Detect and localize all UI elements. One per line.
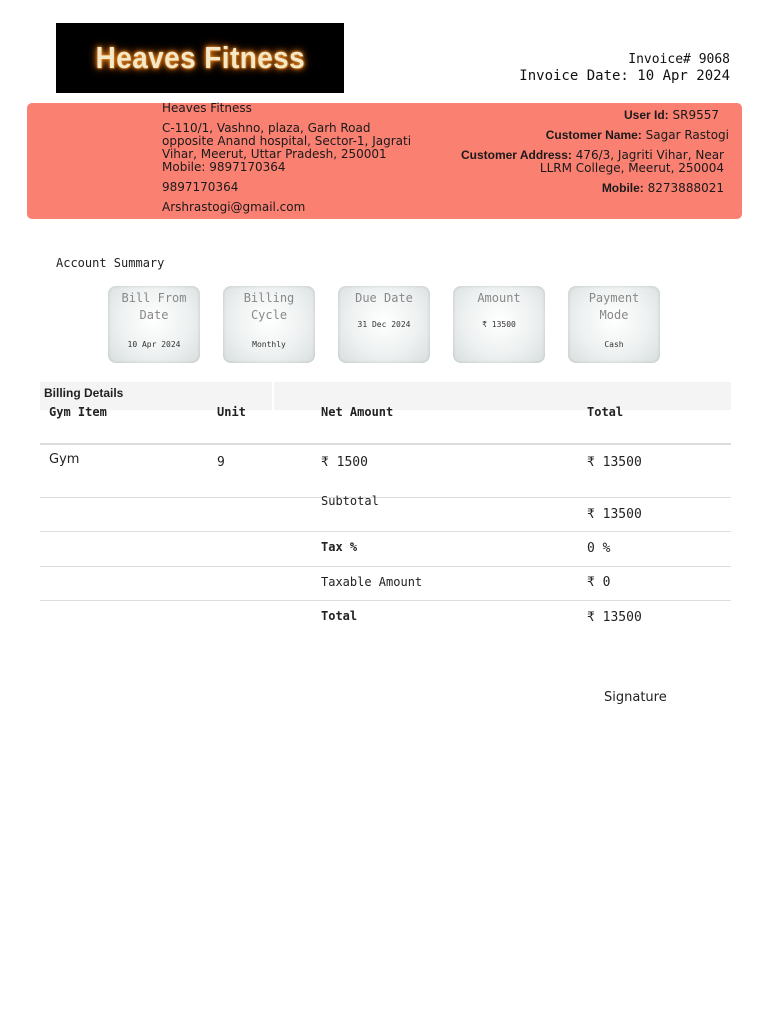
tax-value: 0 %	[587, 541, 611, 556]
row-divider	[40, 497, 731, 498]
taxable-amount-label: Taxable Amount	[321, 575, 423, 589]
col-header-gym-item: Gym Item	[49, 405, 107, 419]
company-phone: 9897170364	[162, 180, 239, 194]
customer-mobile-label: Mobile:	[601, 181, 644, 195]
header-divider	[40, 443, 731, 445]
brand-logo-text: Heaves Fitness	[95, 40, 305, 75]
invoice-date: Invoice Date: 10 Apr 2024	[519, 68, 730, 84]
row-item: Gym	[49, 452, 80, 467]
row-unit: 9	[217, 455, 225, 470]
company-mobile: Mobile: 9897170364	[162, 160, 286, 174]
card-label: Amount	[477, 291, 521, 305]
row-divider	[40, 566, 731, 567]
subtotal-label: Subtotal	[321, 494, 379, 508]
card-label: Billing	[243, 291, 295, 305]
row-net-amount: ₹ 1500	[321, 455, 368, 470]
user-id-value: SR9557	[672, 108, 719, 122]
card-value: ₹ 13500	[482, 320, 516, 329]
col-header-total: Total	[587, 405, 624, 419]
subtotal-value: ₹ 13500	[587, 507, 642, 522]
summary-card-amount	[453, 286, 545, 363]
total-value: ₹ 13500	[587, 610, 642, 625]
card-label: Bill From	[121, 291, 187, 305]
brand-logo	[56, 23, 344, 93]
customer-mobile-value: 8273888021	[647, 181, 724, 195]
row-total: ₹ 13500	[587, 455, 642, 470]
card-value: Cash	[604, 340, 624, 349]
card-label: Date	[139, 308, 169, 322]
user-id-label: User Id:	[623, 108, 669, 122]
customer-address-line2: LLRM College, Meerut, 250004	[539, 161, 724, 175]
invoice-number: Invoice# 9068	[628, 52, 730, 67]
total-label: Total	[321, 609, 358, 623]
card-value: Monthly	[252, 340, 286, 349]
customer-name-label: Customer Name:	[545, 128, 642, 142]
summary-card-bill-from	[108, 286, 200, 363]
tax-label: Tax %	[321, 540, 358, 554]
company-address-line1: C-110/1, Vashno, plaza, Garh Road	[162, 121, 371, 135]
card-value: 31 Dec 2024	[357, 320, 411, 329]
billing-details-title: Billing Details	[44, 386, 124, 400]
summary-card-due-date	[338, 286, 430, 363]
card-label: Payment	[588, 291, 640, 305]
account-summary-title: Account Summary	[56, 256, 165, 270]
summary-cards	[108, 286, 660, 363]
row-divider	[40, 531, 731, 532]
card-label: Cycle	[250, 308, 288, 322]
customer-address-label: Customer Address:	[460, 148, 572, 162]
col-header-unit: Unit	[217, 405, 246, 419]
summary-card-billing-cycle	[223, 286, 315, 363]
company-details	[162, 102, 411, 214]
taxable-amount-value: ₹ 0	[587, 575, 611, 590]
company-address-line3: Vihar, Meerut, Uttar Pradesh, 250001	[162, 147, 387, 161]
customer-address-line1: 476/3, Jagriti Vihar, Near	[575, 148, 724, 162]
row-divider	[40, 600, 731, 601]
company-email: Arshrastogi@gmail.com	[162, 200, 306, 214]
signature-label: Signature	[604, 690, 667, 705]
card-label: Mode	[599, 308, 629, 322]
customer-details	[460, 108, 729, 195]
card-value: 10 Apr 2024	[127, 340, 181, 349]
col-header-net-amount: Net Amount	[321, 405, 394, 419]
company-name: Heaves Fitness	[162, 101, 252, 115]
card-label: Due Date	[355, 291, 413, 305]
company-address-line2: opposite Anand hospital, Sector-1, Jagrati	[162, 134, 412, 148]
summary-card-payment-mode	[568, 286, 660, 363]
customer-name-value: Sagar Rastogi	[645, 128, 729, 142]
